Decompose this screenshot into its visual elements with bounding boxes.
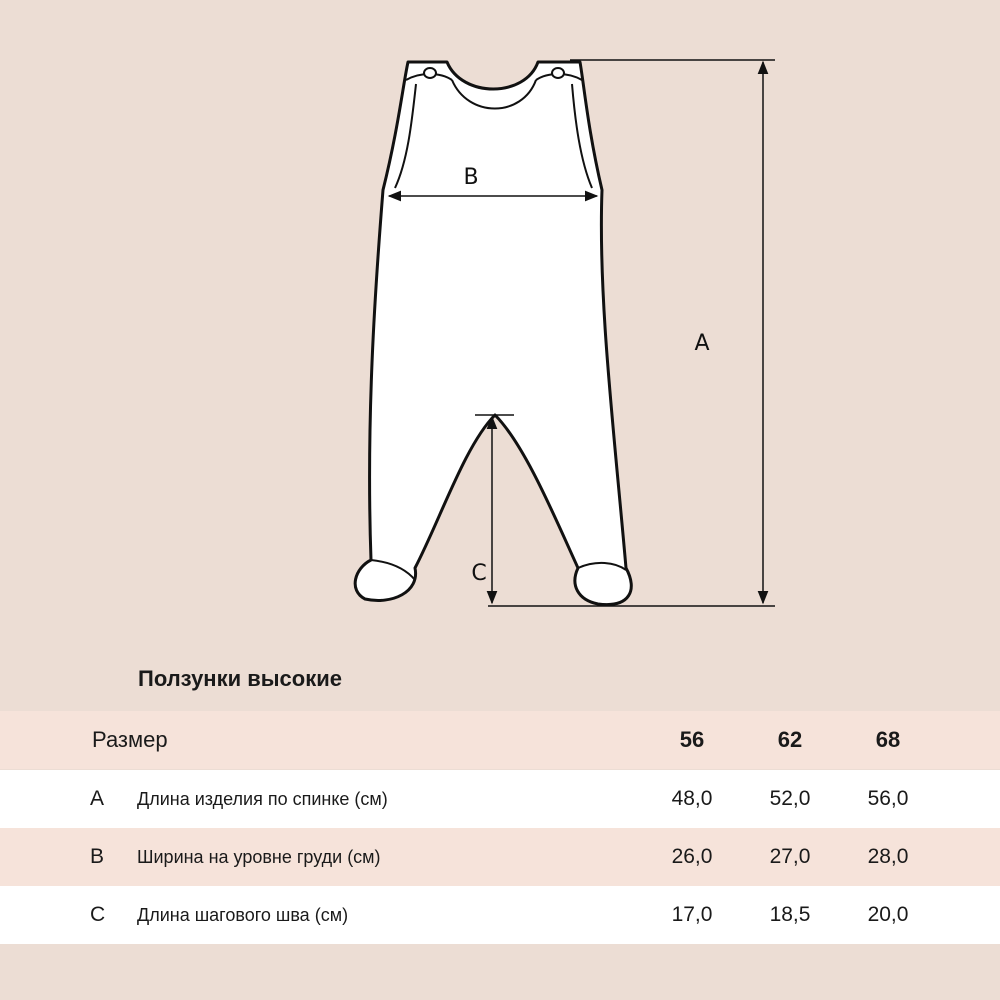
- size-table-header: [0, 711, 1000, 769]
- measurement-value: 56,0: [867, 787, 909, 810]
- romper-outline: [355, 62, 631, 605]
- measurement-value: 20,0: [867, 903, 909, 926]
- table-row: [0, 770, 1000, 828]
- size-header: 68: [875, 727, 901, 752]
- measurement-letter: C: [90, 903, 106, 926]
- right-snap-button: [552, 68, 564, 78]
- measurement-value: 28,0: [867, 845, 909, 868]
- measurement-value: 52,0: [769, 787, 811, 810]
- size-header: 56: [679, 727, 705, 752]
- measurement-value: 18,5: [769, 903, 811, 926]
- measurement-value: 26,0: [671, 845, 713, 868]
- size-column-label: Размер: [92, 727, 168, 752]
- measurement-description: Длина шагового шва (см): [137, 905, 349, 925]
- measurement-letter: A: [90, 787, 105, 810]
- dimension-c-label: C: [471, 561, 487, 586]
- measurement-value: 48,0: [671, 787, 713, 810]
- measurement-letter: B: [90, 845, 105, 868]
- product-title: Ползунки высокие: [138, 666, 342, 691]
- left-snap-button: [424, 68, 436, 78]
- measurement-description: Длина изделия по спинке (см): [137, 789, 388, 809]
- size-header: 62: [777, 727, 803, 752]
- table-row: [0, 886, 1000, 944]
- dimension-b-label: B: [463, 165, 479, 190]
- table-row: [0, 828, 1000, 886]
- measurement-description: Ширина на уровне груди (см): [137, 847, 381, 867]
- measurement-value: 27,0: [769, 845, 811, 868]
- measurement-value: 17,0: [671, 903, 713, 926]
- dimension-a-label: A: [694, 331, 710, 356]
